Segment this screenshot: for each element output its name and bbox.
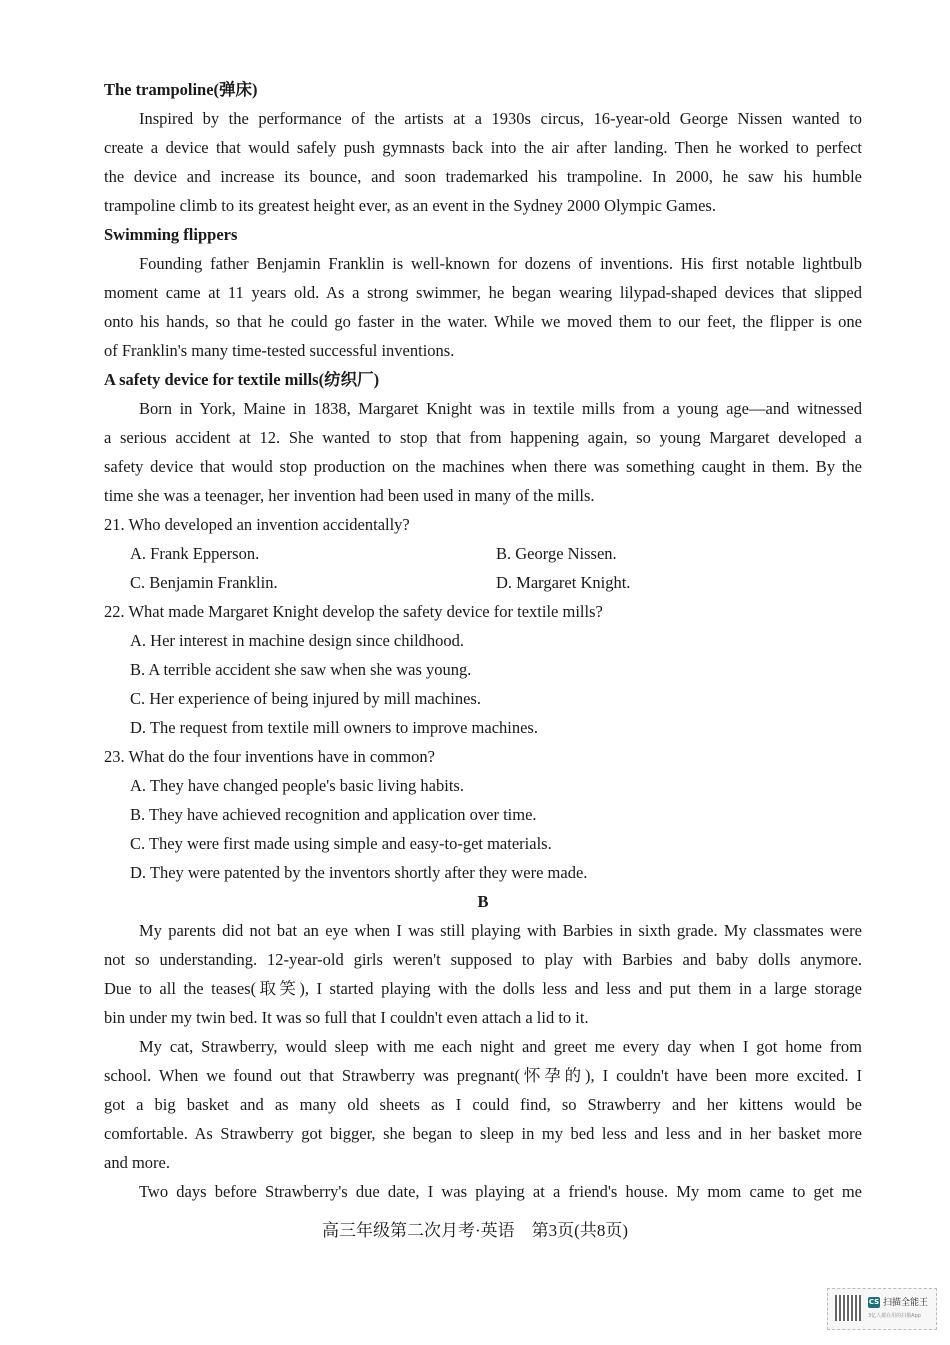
paragraph-line: bin under my twin bed. It was so full that I couldn't even attach a lid to it. <box>104 1008 589 1027</box>
paragraph-line: time she was a teenager, her invention had been used in many of the mills. <box>104 486 595 505</box>
paragraph-line: onto his hands, so that he could go faster in the water. While we moved them to our feet, the flipper is one <box>104 312 862 331</box>
answer-option: D. They were patented by the inventors shortly after they were made. <box>130 863 588 882</box>
question-stem: 23. What do the four inventions have in common? <box>104 747 435 766</box>
paragraph-line: trampoline climb to its greatest height ever, as an event in the Sydney 2000 Olympic Games. <box>104 196 716 215</box>
scanner-watermark <box>827 1288 937 1330</box>
page-footer: 高三年级第二次月考·英语 第3页(共8页) <box>322 1221 628 1240</box>
answer-option: D. Margaret Knight. <box>496 573 631 592</box>
section-heading: The trampoline(弹床) <box>104 80 258 99</box>
paragraph-line: of Franklin's many time-tested successful inventions. <box>104 341 455 360</box>
answer-option: C. They were first made using simple and easy-to-get materials. <box>130 834 552 853</box>
paragraph-line: Two days before Strawberry's due date, I was playing at a friend's house. My mom came to get me <box>139 1182 862 1201</box>
answer-option: D. The request from textile mill owners to improve machines. <box>130 718 538 737</box>
answer-option: A. Frank Epperson. <box>130 544 260 563</box>
paragraph-line: not so understanding. 12-year-old girls weren't supposed to play with Barbies and baby dolls anymore. <box>104 950 862 969</box>
question-stem: 22. What made Margaret Knight develop the safety device for textile mills? <box>104 602 603 621</box>
watermark-tagline: 3亿人都在用的扫描App <box>868 1313 921 1319</box>
option-row <box>104 539 862 568</box>
exam-page-content <box>104 75 862 1206</box>
section-heading: A safety device for textile mills(纺织厂) <box>104 370 380 389</box>
answer-option: B. George Nissen. <box>496 544 617 563</box>
answer-option: B. They have achieved recognition and application over time. <box>130 805 537 824</box>
paragraph-line: My parents did not bat an eye when I was still playing with Barbies in sixth grade. My classmates were <box>139 921 862 940</box>
paragraph-line: Born in York, Maine in 1838, Margaret Knight was in textile mills from a young age—and witnessed <box>139 399 862 418</box>
answer-option: B. A terrible accident she saw when she was young. <box>130 660 472 679</box>
paragraph-line: and more. <box>104 1153 170 1172</box>
paragraph-line: safety device that would stop production on the machines when there was something caught in them. By the <box>104 457 862 476</box>
paragraph-line: create a device that would safely push gymnasts back into the air after landing. Then he worked to perfect <box>104 138 862 157</box>
paragraph-line: school. When we found out that Strawberry was pregnant(怀孕的), I couldn't have been more excited. I <box>104 1066 862 1085</box>
paragraph-line: Founding father Benjamin Franklin is well-known for dozens of inventions. His first notable lightbulb <box>139 254 862 273</box>
answer-option: C. Her experience of being injured by mill machines. <box>130 689 481 708</box>
paragraph-line: Inspired by the performance of the artists at a 1930s circus, 16-year-old George Nissen wanted to <box>139 109 862 128</box>
option-row <box>104 568 862 597</box>
paragraph-line: My cat, Strawberry, would sleep with me each night and greet me every day when I got home from <box>139 1037 862 1056</box>
watermark-app-name: 扫描全能王 <box>883 1298 929 1308</box>
paragraph-line: moment came at 11 years old. As a strong swimmer, he began wearing lilypad-shaped devices that slipped <box>104 283 862 302</box>
paragraph-line: the device and increase its bounce, and soon trademarked his trampoline. In 2000, he saw his humble <box>104 167 862 186</box>
camscanner-logo-icon: CS <box>868 1298 880 1306</box>
answer-option: A. They have changed people's basic living habits. <box>130 776 464 795</box>
section-heading: Swimming flippers <box>104 225 238 244</box>
qr-code-icon <box>835 1295 861 1321</box>
passage-heading: B <box>477 892 489 911</box>
paragraph-line: comfortable. As Strawberry got bigger, she began to sleep in my bed less and less and in her basket more <box>104 1124 862 1143</box>
answer-option: C. Benjamin Franklin. <box>130 573 278 592</box>
question-stem: 21. Who developed an invention accidentally? <box>104 515 410 534</box>
paragraph-line: Due to all the teases(取笑), I started playing with the dolls less and less and put them in a large storage <box>104 979 862 998</box>
answer-option: A. Her interest in machine design since childhood. <box>130 631 465 650</box>
paragraph-line: a serious accident at 12. She wanted to stop that from happening again, so young Margaret developed a <box>104 428 862 447</box>
paragraph-line: got a big basket and as many old sheets as I could find, so Strawberry and her kittens would be <box>104 1095 862 1114</box>
